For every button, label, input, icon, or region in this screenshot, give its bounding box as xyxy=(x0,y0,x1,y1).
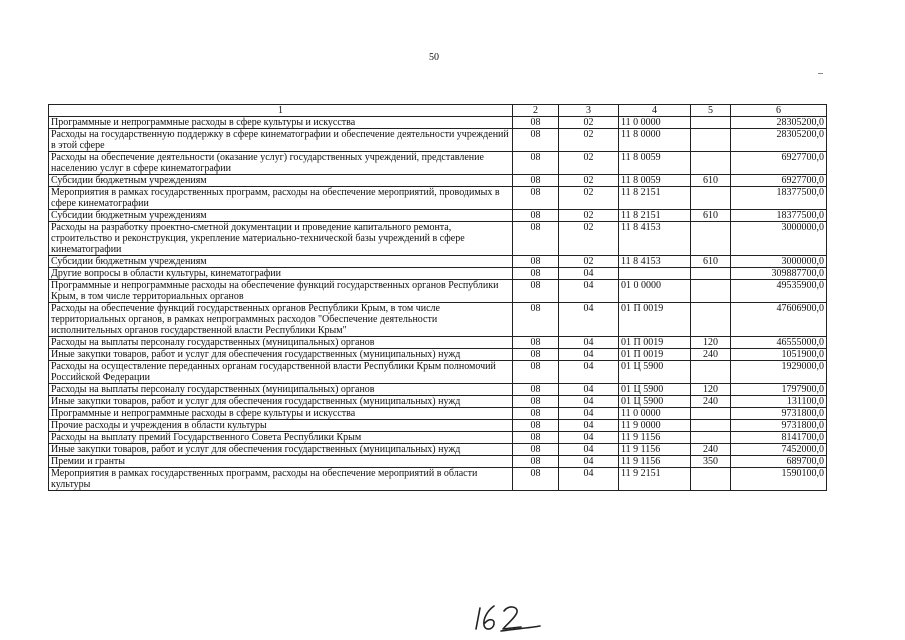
table-row xyxy=(49,384,827,396)
row-expense-type: 610 xyxy=(691,175,731,187)
row-amount: 18377500,0 xyxy=(731,210,827,222)
row-subsection: 02 xyxy=(559,187,619,210)
row-section: 08 xyxy=(513,432,559,444)
row-target-article: 11 9 1156 xyxy=(619,444,691,456)
header-col-2: 2 xyxy=(513,105,559,117)
row-subsection: 04 xyxy=(559,444,619,456)
row-subsection: 02 xyxy=(559,210,619,222)
row-subsection: 04 xyxy=(559,337,619,349)
row-subsection: 02 xyxy=(559,222,619,256)
table-row xyxy=(49,349,827,361)
row-target-article: 11 8 4153 xyxy=(619,222,691,256)
row-amount: 18377500,0 xyxy=(731,187,827,210)
row-subsection: 04 xyxy=(559,408,619,420)
table-row xyxy=(49,396,827,408)
table-row xyxy=(49,222,827,256)
row-expense-type xyxy=(691,268,731,280)
row-target-article: 01 0 0000 xyxy=(619,280,691,303)
row-subsection: 02 xyxy=(559,117,619,129)
row-amount: 46555000,0 xyxy=(731,337,827,349)
row-subsection: 04 xyxy=(559,384,619,396)
row-expense-type: 610 xyxy=(691,256,731,268)
table-row xyxy=(49,468,827,491)
row-target-article: 11 8 2151 xyxy=(619,187,691,210)
row-expense-type xyxy=(691,129,731,152)
table-row xyxy=(49,152,827,175)
row-amount: 689700,0 xyxy=(731,456,827,468)
header-col-4: 4 xyxy=(619,105,691,117)
row-target-article: 01 Ц 5900 xyxy=(619,361,691,384)
header-col-6: 6 xyxy=(731,105,827,117)
row-description: Программные и непрограммные расходы в сфере культуры и искусства xyxy=(49,117,513,129)
row-section: 08 xyxy=(513,280,559,303)
row-subsection: 04 xyxy=(559,468,619,491)
row-expense-type xyxy=(691,303,731,337)
row-amount: 47606900,0 xyxy=(731,303,827,337)
table-row xyxy=(49,117,827,129)
row-target-article: 11 0 0000 xyxy=(619,117,691,129)
row-section: 08 xyxy=(513,152,559,175)
table-row xyxy=(49,420,827,432)
row-target-article: 01 П 0019 xyxy=(619,337,691,349)
row-target-article: 11 8 0059 xyxy=(619,175,691,187)
row-subsection: 04 xyxy=(559,432,619,444)
row-amount: 9731800,0 xyxy=(731,408,827,420)
row-amount: 1590100,0 xyxy=(731,468,827,491)
row-expense-type xyxy=(691,468,731,491)
row-expense-type xyxy=(691,432,731,444)
table-row xyxy=(49,444,827,456)
row-amount: 9731800,0 xyxy=(731,420,827,432)
row-subsection: 04 xyxy=(559,303,619,337)
row-amount: 309887700,0 xyxy=(731,268,827,280)
table-row xyxy=(49,268,827,280)
table-row xyxy=(49,303,827,337)
row-section: 08 xyxy=(513,396,559,408)
row-section: 08 xyxy=(513,456,559,468)
row-expense-type: 120 xyxy=(691,337,731,349)
row-subsection: 04 xyxy=(559,361,619,384)
row-target-article: 11 9 1156 xyxy=(619,432,691,444)
row-expense-type: 120 xyxy=(691,384,731,396)
row-section: 08 xyxy=(513,408,559,420)
row-expense-type xyxy=(691,152,731,175)
row-description: Субсидии бюджетным учреждениям xyxy=(49,175,513,187)
row-target-article: 11 9 0000 xyxy=(619,420,691,432)
row-subsection: 04 xyxy=(559,349,619,361)
row-section: 08 xyxy=(513,444,559,456)
row-section: 08 xyxy=(513,222,559,256)
row-section: 08 xyxy=(513,268,559,280)
row-description: Расходы на разработку проектно-сметной документации и проведение капитального ремонта, строительство и реконструкция, укрепление материально-технической базы учреждений в сфере кинематографии xyxy=(49,222,513,256)
row-target-article: 11 8 0000 xyxy=(619,129,691,152)
row-description: Расходы на осуществление переданных органам государственной власти Республики Крым полномочий Российской Федерации xyxy=(49,361,513,384)
row-target-article: 11 8 2151 xyxy=(619,210,691,222)
table-row xyxy=(49,408,827,420)
table-row xyxy=(49,175,827,187)
budget-table xyxy=(48,104,827,491)
table-row xyxy=(49,456,827,468)
row-target-article xyxy=(619,268,691,280)
table-row xyxy=(49,337,827,349)
row-expense-type: 240 xyxy=(691,349,731,361)
row-description: Расходы на государственную поддержку в сфере кинематографии и обеспечение деятельности учреждений в этой сфере xyxy=(49,129,513,152)
row-expense-type xyxy=(691,361,731,384)
row-description: Расходы на выплату премий Государственного Совета Республики Крым xyxy=(49,432,513,444)
row-target-article: 11 9 1156 xyxy=(619,456,691,468)
row-description: Мероприятия в рамках государственных программ, расходы на обеспечение мероприятий в области культуры xyxy=(49,468,513,491)
row-expense-type xyxy=(691,280,731,303)
table-row xyxy=(49,187,827,210)
row-section: 08 xyxy=(513,468,559,491)
row-section: 08 xyxy=(513,349,559,361)
row-amount: 1051900,0 xyxy=(731,349,827,361)
row-section: 08 xyxy=(513,175,559,187)
row-subsection: 02 xyxy=(559,175,619,187)
row-description: Расходы на выплаты персоналу государственных (муниципальных) органов xyxy=(49,384,513,396)
row-description: Иные закупки товаров, работ и услуг для обеспечения государственных (муниципальных) нужд xyxy=(49,396,513,408)
row-description: Расходы на обеспечение функций государственных органов Республики Крым, в том числе территориальных органов, в рамках непрограммных расходов "Обеспечение деятельности исполнительных органов государственной власти Республики Крым" xyxy=(49,303,513,337)
table-row xyxy=(49,129,827,152)
header-col-1: 1 xyxy=(49,105,513,117)
row-subsection: 04 xyxy=(559,268,619,280)
row-expense-type xyxy=(691,117,731,129)
row-target-article: 01 П 0019 xyxy=(619,303,691,337)
row-subsection: 04 xyxy=(559,280,619,303)
row-description: Расходы на обеспечение деятельности (оказание услуг) государственных учреждений, представление населению услуг в сфере кинематографии xyxy=(49,152,513,175)
row-description: Другие вопросы в области культуры, кинематографии xyxy=(49,268,513,280)
row-amount: 6927700,0 xyxy=(731,152,827,175)
row-amount: 28305200,0 xyxy=(731,117,827,129)
row-expense-type: 240 xyxy=(691,444,731,456)
row-expense-type xyxy=(691,187,731,210)
row-expense-type: 240 xyxy=(691,396,731,408)
row-subsection: 02 xyxy=(559,256,619,268)
row-target-article: 11 8 4153 xyxy=(619,256,691,268)
row-subsection: 04 xyxy=(559,396,619,408)
row-amount: 3000000,0 xyxy=(731,222,827,256)
row-section: 08 xyxy=(513,117,559,129)
row-target-article: 11 9 2151 xyxy=(619,468,691,491)
row-section: 08 xyxy=(513,187,559,210)
table-row xyxy=(49,280,827,303)
handwritten-page-number xyxy=(474,602,544,632)
margin-mark xyxy=(818,73,823,74)
page-number: 50 xyxy=(429,52,439,63)
row-description: Программные и непрограммные расходы на обеспечение функций государственных органов Республики Крым, в том числе территориальных органов xyxy=(49,280,513,303)
table-row xyxy=(49,361,827,384)
row-section: 08 xyxy=(513,303,559,337)
row-description: Субсидии бюджетным учреждениям xyxy=(49,256,513,268)
row-subsection: 04 xyxy=(559,456,619,468)
row-subsection: 02 xyxy=(559,129,619,152)
row-expense-type: 350 xyxy=(691,456,731,468)
row-description: Субсидии бюджетным учреждениям xyxy=(49,210,513,222)
row-amount: 131100,0 xyxy=(731,396,827,408)
row-section: 08 xyxy=(513,256,559,268)
row-amount: 8141700,0 xyxy=(731,432,827,444)
row-description: Иные закупки товаров, работ и услуг для обеспечения государственных (муниципальных) нужд xyxy=(49,349,513,361)
row-subsection: 02 xyxy=(559,152,619,175)
row-section: 08 xyxy=(513,129,559,152)
row-description: Расходы на выплаты персоналу государственных (муниципальных) органов xyxy=(49,337,513,349)
header-col-3: 3 xyxy=(559,105,619,117)
table-row xyxy=(49,432,827,444)
row-description: Премии и гранты xyxy=(49,456,513,468)
row-description: Мероприятия в рамках государственных программ, расходы на обеспечение мероприятий, проводимых в сфере кинематографии xyxy=(49,187,513,210)
row-description: Программные и непрограммные расходы в сфере культуры и искусства xyxy=(49,408,513,420)
row-expense-type xyxy=(691,222,731,256)
row-amount: 1929000,0 xyxy=(731,361,827,384)
row-amount: 49535900,0 xyxy=(731,280,827,303)
row-amount: 6927700,0 xyxy=(731,175,827,187)
row-section: 08 xyxy=(513,361,559,384)
row-expense-type xyxy=(691,420,731,432)
row-amount: 3000000,0 xyxy=(731,256,827,268)
row-amount: 1797900,0 xyxy=(731,384,827,396)
table-header-row xyxy=(49,105,827,117)
row-expense-type xyxy=(691,408,731,420)
row-description: Прочие расходы и учреждения в области культуры xyxy=(49,420,513,432)
row-target-article: 11 0 0000 xyxy=(619,408,691,420)
row-section: 08 xyxy=(513,337,559,349)
row-target-article: 11 8 0059 xyxy=(619,152,691,175)
row-target-article: 01 Ц 5900 xyxy=(619,396,691,408)
row-expense-type: 610 xyxy=(691,210,731,222)
row-section: 08 xyxy=(513,420,559,432)
row-description: Иные закупки товаров, работ и услуг для обеспечения государственных (муниципальных) нужд xyxy=(49,444,513,456)
row-amount: 28305200,0 xyxy=(731,129,827,152)
row-target-article: 01 П 0019 xyxy=(619,349,691,361)
row-section: 08 xyxy=(513,210,559,222)
row-section: 08 xyxy=(513,384,559,396)
header-col-5: 5 xyxy=(691,105,731,117)
row-amount: 7452000,0 xyxy=(731,444,827,456)
table-row xyxy=(49,256,827,268)
row-subsection: 04 xyxy=(559,420,619,432)
table-row xyxy=(49,210,827,222)
row-target-article: 01 Ц 5900 xyxy=(619,384,691,396)
